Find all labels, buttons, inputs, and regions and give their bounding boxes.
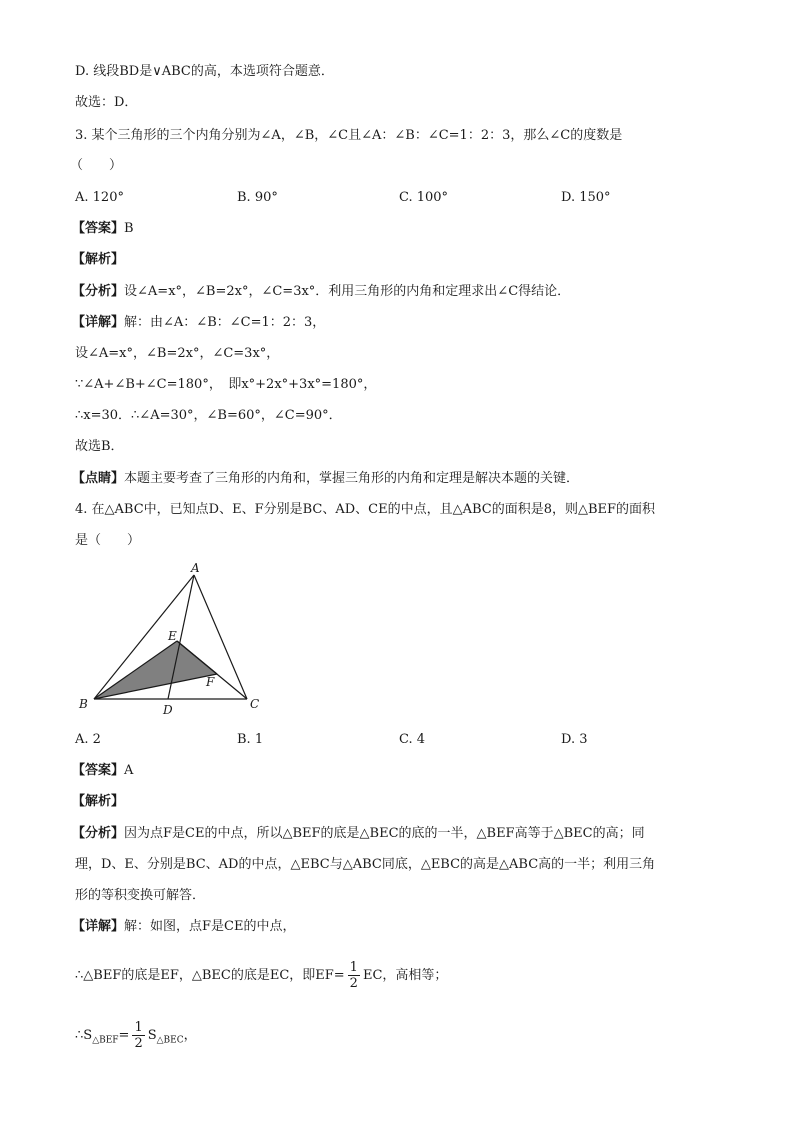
detail-tag: 【详解】: [72, 919, 125, 934]
answer-value: A: [124, 763, 134, 778]
triangle-figure: [70, 558, 270, 718]
label-d: D: [163, 703, 173, 717]
q3-stem: 3. 某个三角形的三个内角分别为∠A，∠B，∠C且∠A：∠B：∠C=1：2：3，那么∠C的度数是: [75, 128, 623, 143]
label-e: E: [168, 629, 177, 643]
fraction-numerator: 1: [134, 1020, 143, 1035]
q3-answer: [72, 220, 134, 238]
q4-analysis-tag: 【解析】: [72, 794, 125, 809]
q3-fenxi: [72, 283, 570, 301]
label-f: F: [206, 675, 215, 689]
step2-sub-bef: △BEF: [92, 1035, 119, 1046]
fraction-denominator: 2: [134, 1036, 143, 1051]
step1-text-b: EC，高相等；: [362, 968, 448, 983]
fenxi-text: 设∠A=x°，∠B=2x°，∠C=3x°．利用三角形的内角和定理求出∠C得结论．: [124, 284, 571, 299]
q3-step-3: ∴x=30．∴∠A=30°，∠B=60°，∠C=90°．: [75, 408, 342, 423]
q3-option-d: D. 150°: [561, 190, 611, 205]
fraction-half: [348, 960, 360, 991]
label-a: A: [191, 561, 200, 575]
dianjing-text: 本题主要考查了三角形的内角和，掌握三角形的内角和定理是解决本题的关键．: [124, 471, 580, 486]
fraction-denominator: 2: [349, 976, 358, 991]
q4-option-d: D. 3: [561, 732, 588, 747]
detail-tag: 【详解】: [72, 315, 125, 330]
q4-stem-2: 是（ ）: [75, 533, 141, 548]
fenxi-tag: 【分析】: [72, 284, 125, 299]
q3-detail: [72, 314, 325, 332]
step2-end: ，: [183, 1028, 197, 1043]
q4-step-2: [75, 1016, 197, 1061]
q4-fenxi-2: 理，D、E、分别是BC、AD的中点，△EBC与△ABC同底，△EBC的高是△ABC高的一半；利用三角: [75, 857, 656, 872]
answer-tag: 【答案】: [72, 221, 125, 236]
q4-stem: 4. 在△ABC中，已知点D、E、F分别是BC、AD、CE的中点，且△ABC的面积是8，则△BEF的面积: [75, 502, 656, 517]
label-b: B: [79, 697, 88, 711]
fraction-numerator: 1: [349, 960, 358, 975]
q3-paren: （ ）: [70, 158, 123, 173]
dianjing-tag: 【点睛】: [72, 471, 125, 486]
answer-tag: 【答案】: [72, 763, 125, 778]
step2-s: ∴S: [75, 1028, 93, 1043]
q3-dianjing: [72, 470, 579, 488]
fenxi-text: 因为点F是CE的中点，所以△BEF的底是△BEC的底的一半，△BEF高等于△BEC的高；同: [124, 826, 645, 841]
q4-fenxi-1: [72, 825, 645, 843]
q4-step-1: [75, 956, 447, 996]
q4-answer: [72, 762, 133, 780]
label-c: C: [250, 697, 260, 711]
q3-analysis-tag: 【解析】: [72, 252, 125, 267]
q3-option-c: C. 100°: [399, 190, 449, 205]
shaded-triangle-bef: [94, 641, 217, 699]
q4-option-a: A. 2: [75, 732, 101, 747]
prev-choice: 故选：D．: [75, 95, 138, 110]
prev-option-d: D. 线段BD是∨ABC的高，本选项符合题意．: [75, 64, 334, 79]
q4-option-c: C. 4: [399, 732, 426, 747]
q3-choose: 故选B．: [75, 439, 124, 454]
q4-option-b: B. 1: [237, 732, 264, 747]
segment-ac: [194, 575, 247, 699]
q3-step-2: ∵∠A+∠B+∠C=180°， 即x°+2x°+3x°=180°，: [75, 377, 377, 392]
fraction-half-2: [132, 1020, 144, 1051]
step2-sub-bec: △BEC: [156, 1035, 184, 1046]
q4-fenxi-3: 形的等积变换可解答．: [75, 888, 206, 903]
q3-option-a: A. 120°: [75, 190, 124, 205]
fenxi-tag: 【分析】: [72, 826, 125, 841]
detail-text: 解：由∠A：∠B：∠C=1：2：3，: [124, 315, 326, 330]
q3-step-1: 设∠A=x°，∠B=2x°，∠C=3x°，: [75, 346, 280, 361]
step2-eq: =: [118, 1028, 130, 1043]
step1-text-a: ∴△BEF的底是EF，△BEC的底是EC，即EF=: [75, 968, 345, 983]
detail-text: 解：如图，点F是CE的中点，: [124, 919, 296, 934]
q4-detail: [72, 918, 295, 936]
step2-s2: S: [147, 1028, 157, 1043]
q3-option-b: B. 90°: [237, 190, 278, 205]
answer-value: B: [124, 221, 134, 236]
